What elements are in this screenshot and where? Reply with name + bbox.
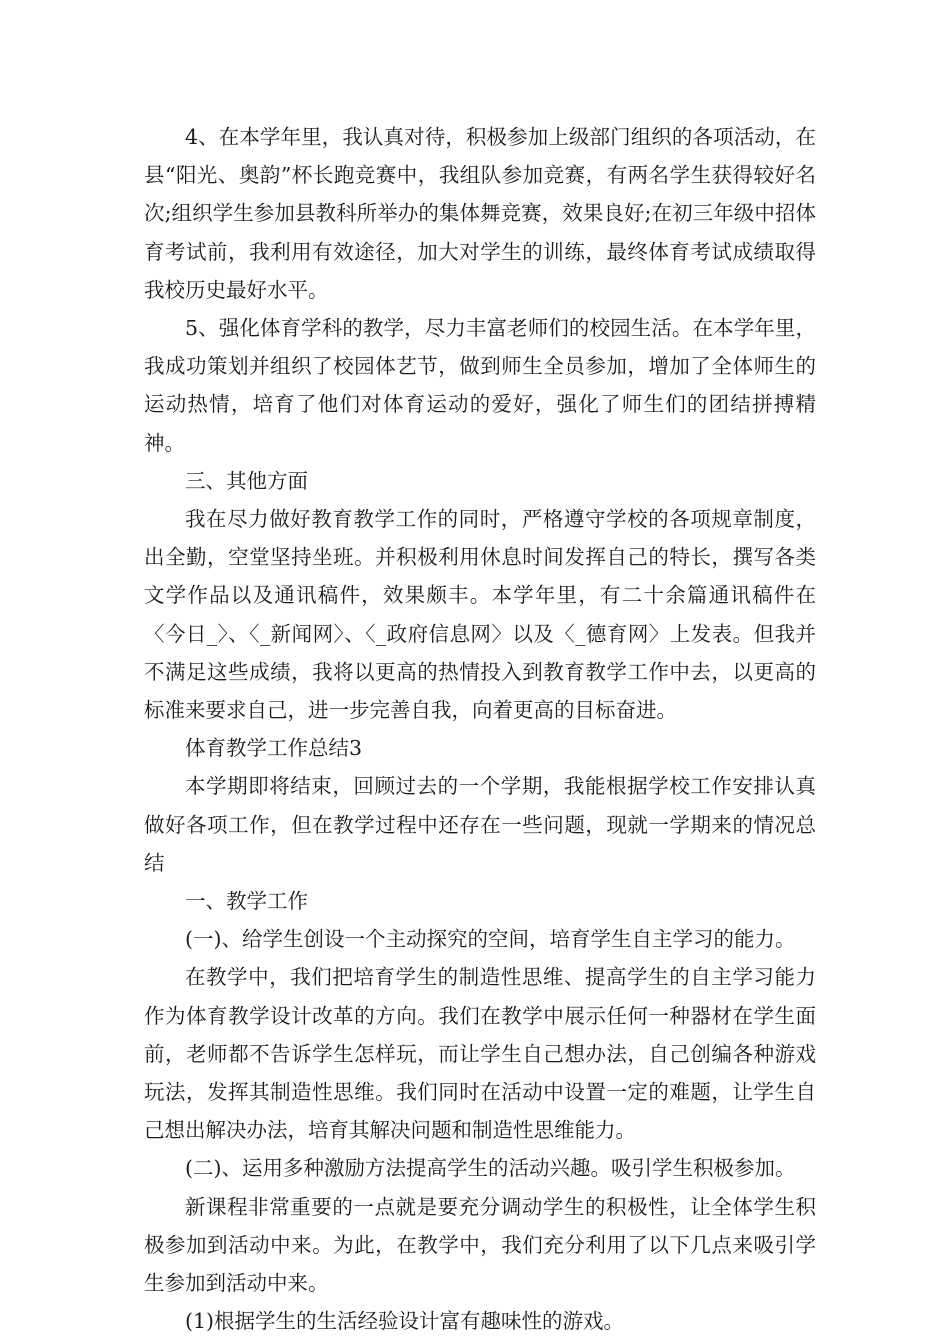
paragraph-item-4: 4、在本学年里，我认真对待，积极参加上级部门组织的各项活动，在县“阳光、奥韵”杯长跑竞赛中，我组队参加竞赛，有两名学生获得较好名次;组织学生参加县教科所举办的集体舞竞赛，效果良好;在初三年级中招体育考试前，我利用有效途径，加大对学生的训练，最终体育考试成绩取得我校历史最好水平。 <box>144 125 816 302</box>
list-item-1: (1)根据学生的生活经验设计富有趣味性的游戏。 <box>185 1309 625 1334</box>
document-body <box>144 118 816 1341</box>
paragraph-item-5: 5、强化体育学科的教学，尽力丰富老师们的校园生活。在本学年里，我成功策划并组织了校园体艺节，做到师生全员参加，增加了全体师生的运动热情，培育了他们对体育运动的爱好，强化了师生们的团结拼搏精神。 <box>144 316 816 455</box>
paragraph-teaching: 在教学中，我们把培育学生的制造性思维、提高学生的自主学习能力作为体育教学设计改革的方向。我们在教学中展示任何一种器材在学生面前，老师都不告诉学生怎样玩，而让学生自己想办法，自己创编各种游戏玩法，发挥其制造性思维。我们同时在活动中设置一定的难题，让学生自己想出解决办法，培育其解决问题和制造性思维能力。 <box>144 965 816 1143</box>
section-heading-teaching: 一、教学工作 <box>185 889 308 914</box>
document-title-summary-3: 体育教学工作总结3 <box>185 736 363 761</box>
subheading-two: (二)、运用多种激励方法提高学生的活动兴趣。吸引学生积极参加。 <box>185 1156 796 1181</box>
section-heading-other: 三、其他方面 <box>185 468 308 493</box>
paragraph-new-curriculum: 新课程非常重要的一点就是要充分调动学生的积极性，让全体学生积极参加到活动中来。为此，在教学中，我们充分利用了以下几点来吸引学生参加到活动中来。 <box>144 1194 816 1296</box>
paragraph-other: 我在尽力做好教育教学工作的同时，严格遵守学校的各项规章制度，出全勤，空堂坚持坐班。并积极利用休息时间发挥自己的特长，撰写各类文学作品以及通讯稿件，效果颇丰。本学年里，有二十余篇通讯稿件在〈今日_〉、〈_新闻网〉、〈_政府信息网〉以及〈_德育网〉上发表。但我并不满足这些成绩，我将以更高的热情投入到教育教学工作中去，以更高的标准来要求自己，进一步完善自我，向着更高的目标奋进。 <box>144 507 816 723</box>
paragraph-intro: 本学期即将结束，回顾过去的一个学期，我能根据学校工作安排认真做好各项工作，但在教学过程中还存在一些问题，现就一学期来的情况总结 <box>144 774 816 875</box>
subheading-one: (一)、给学生创设一个主动探究的空间，培育学生自主学习的能力。 <box>185 927 796 952</box>
